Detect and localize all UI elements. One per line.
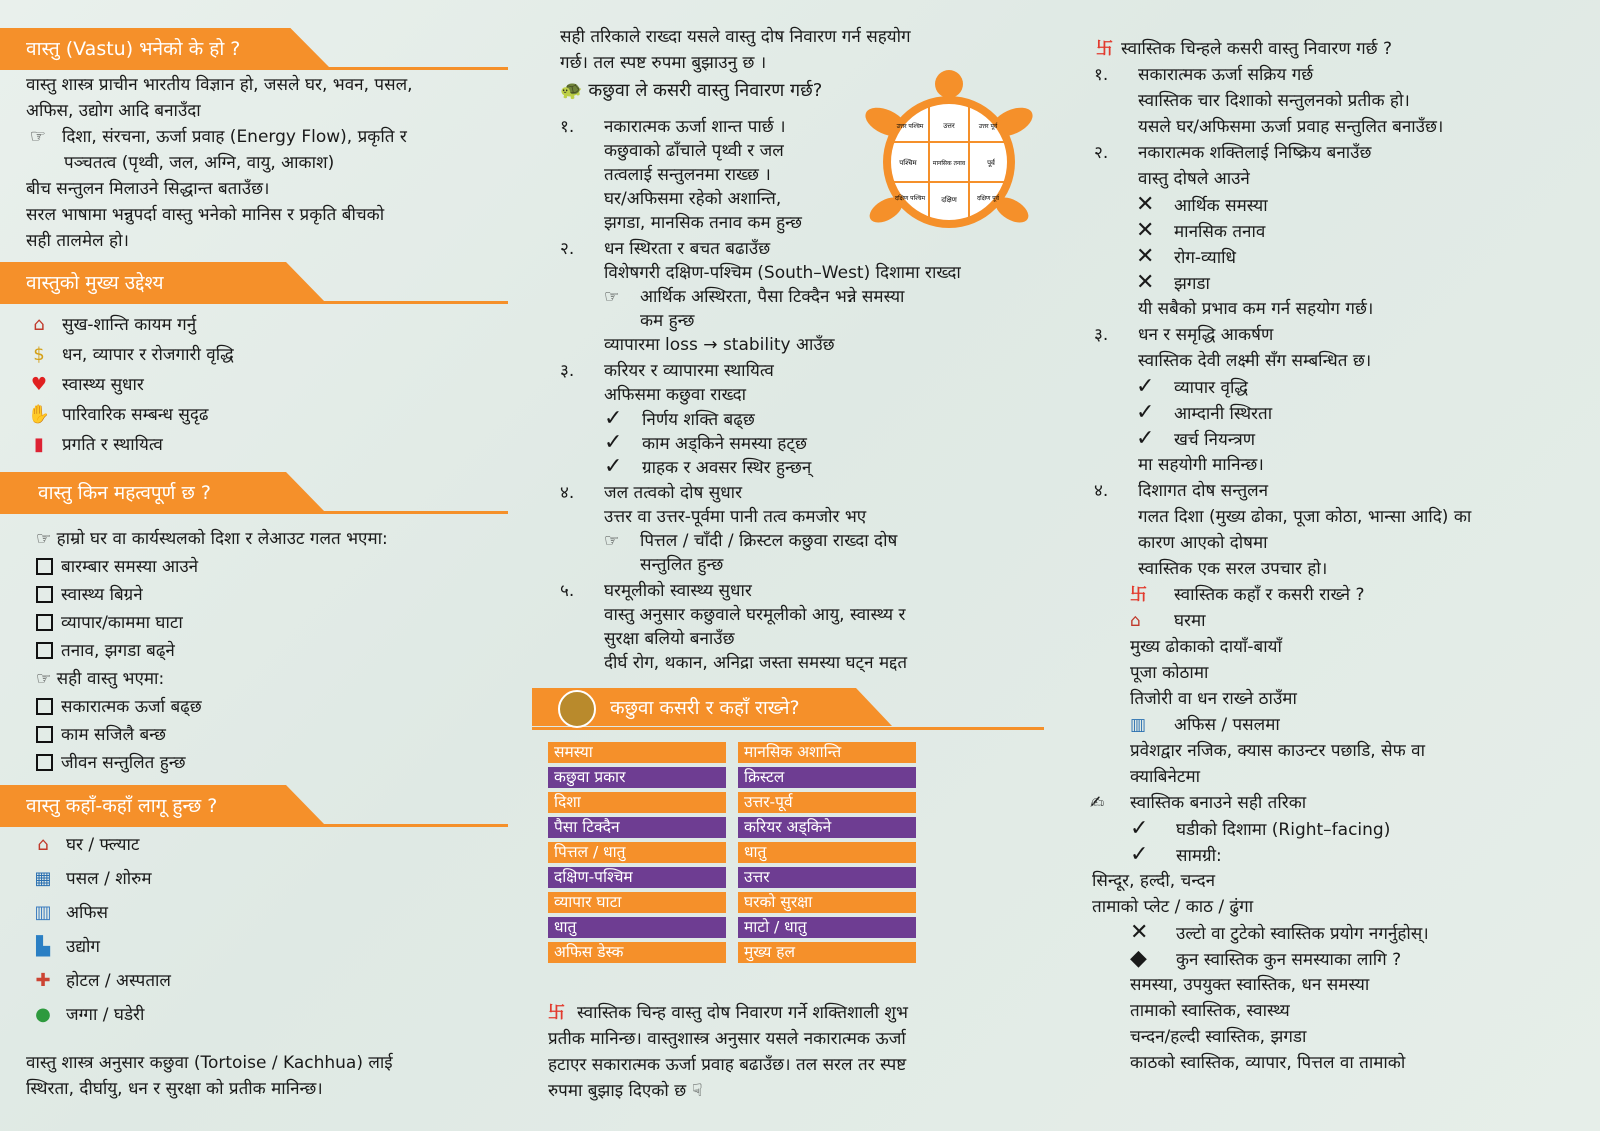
checkbox-icon	[36, 558, 53, 575]
checkbox-item: सकारात्मक ऊर्जा बढ्छ	[36, 694, 202, 720]
banner-where-to-keep	[532, 688, 1044, 730]
list-line: अफिसमा कछुवा राख्दा	[604, 385, 746, 405]
table-cell: पैसा टिक्दैन	[548, 817, 726, 838]
check-item: ✓ आम्दानी स्थिरता	[1136, 400, 1273, 425]
table-cell: घरको सुरक्षा	[738, 892, 916, 913]
checkmark-icon: ✓	[604, 406, 623, 431]
why-heading: ☞ हाम्रो घर वा कार्यस्थलको दिशा र लेआउट गलत भएमा:	[36, 529, 388, 549]
list-item: १. सकारात्मक ऊर्जा सक्रिय गर्छ	[1094, 65, 1314, 85]
table-cell: दक्षिण-पश्चिम	[548, 867, 726, 888]
turtle-cell: दक्षिण पूर्व	[976, 195, 1000, 202]
table-cell: धातु	[548, 917, 726, 938]
sub-heading: ✍ स्वास्तिक बनाउने सही तरिका	[1090, 790, 1306, 816]
para-line: बीच सन्तुलन मिलाउने सिद्धान्त बताउँछ।	[26, 179, 270, 199]
hospital-icon: ✚	[35, 970, 51, 991]
turtle-cell: उत्तर पश्चिम	[896, 123, 924, 130]
list-line: यी सबैको प्रभाव कम गर्न सहयोग गर्छ।	[1138, 299, 1374, 319]
list-line: ☞ पित्तल / चाँदी / क्रिस्टल कछुवा राख्दा दोष	[604, 528, 897, 554]
sub-heading: ⌂ घरमा	[1130, 608, 1206, 634]
list-line: सिन्दूर, हल्दी, चन्दन	[1092, 871, 1216, 891]
table-row	[548, 767, 916, 788]
heading: वास्तु (Vastu) भनेको के हो ?	[26, 38, 241, 60]
turtle-cell: दक्षिण पश्चिम	[894, 195, 926, 202]
list-item: ५. घरमूलीको स्वास्थ्य सुधार	[560, 581, 752, 601]
check-item: ✓ खर्च नियन्त्रण	[1136, 426, 1256, 451]
checkbox-icon	[36, 614, 53, 631]
pen-icon: ✍	[1090, 793, 1105, 813]
list-item: ४. जल तत्वको दोष सुधार	[560, 483, 743, 503]
cross-icon: ✕	[1136, 192, 1155, 217]
checkbox-item: जीवन सन्तुलित हुन्छ	[36, 750, 186, 776]
heading: वास्तु कहाँ-कहाँ लागू हुन्छ ?	[26, 795, 218, 817]
list-line: पूजा कोठामा	[1130, 663, 1209, 683]
why-heading: ☞ सही वास्तु भएमा:	[36, 669, 165, 689]
checkbox-icon	[36, 698, 53, 715]
check-item: ✓ काम अड्किने समस्या हट्छ	[604, 430, 807, 455]
table-cell: उत्तर-पूर्व	[738, 792, 916, 813]
turtle-cell: मानसिक तनाव	[932, 160, 966, 167]
check-item: ✓ घडीको दिशामा (Right–facing)	[1130, 816, 1391, 841]
list-item: ४. दिशागत दोष सन्तुलन	[1094, 481, 1269, 501]
table-cell: मुख्य हल	[738, 942, 916, 963]
list-line: वास्तु दोषले आउने	[1138, 169, 1250, 189]
list-line: गलत दिशा (मुख्य ढोका, पूजा कोठा, भान्सा आदि) का	[1138, 507, 1472, 527]
table-row	[548, 817, 916, 838]
list-item: ३. करियर र व्यापारमा स्थायित्व	[560, 361, 774, 381]
swastika-icon: 卐	[1096, 39, 1113, 59]
coin-icon	[558, 690, 596, 728]
table-cell: करियर अड्किने	[738, 817, 916, 838]
sub-heading: ▥ अफिस / पसलमा	[1130, 712, 1280, 738]
pointing-hand-icon: ☞	[604, 531, 620, 551]
para-line: प्रतीक मानिन्छ। वास्तुशास्त्र अनुसार यसले नकारात्मक ऊर्जा	[548, 1029, 906, 1049]
money-bag-icon: $	[33, 344, 45, 365]
pointing-hand-icon: ☞	[36, 669, 57, 689]
sub-heading: 卐 स्वास्तिक कहाँ र कसरी राख्ने ?	[1130, 582, 1364, 608]
place-item: ▙ उद्योग	[30, 934, 100, 960]
list-line: स्वास्तिक चार दिशाको सन्तुलनको प्रतीक हो।	[1138, 91, 1410, 111]
banner-where-applies	[0, 785, 508, 825]
list-line: घर/अफिसमा रहेको अशान्ति,	[604, 189, 782, 209]
shop-icon: ▦	[34, 868, 52, 889]
turtle-cell: पूर्व	[987, 159, 995, 167]
table-cell: उत्तर	[738, 867, 916, 888]
banner-vastu-goals	[0, 262, 508, 302]
office-building-icon: ▥	[34, 902, 52, 923]
turtle-cell: पश्चिम	[899, 159, 917, 167]
list-line: क्याबिनेटमा	[1130, 767, 1201, 787]
list-item: ३. धन र समृद्धि आकर्षण	[1094, 325, 1274, 345]
list-line: काठको स्वास्तिक, व्यापार, पित्तल वा तामाको	[1130, 1053, 1406, 1073]
pointing-down-hand-icon: ☟	[692, 1081, 703, 1101]
list-item: १. नकारात्मक ऊर्जा शान्त पार्छ ।	[560, 117, 786, 137]
place-item: ▦ पसल / शोरुम	[30, 866, 152, 892]
goal-item: ▮ प्रगति र स्थायित्व	[26, 432, 163, 458]
house-icon: ⌂	[33, 314, 45, 335]
diamond-item: ◆ कुन स्वास्तिक कुन समस्याका लागि ?	[1130, 946, 1402, 971]
table-cell: पित्तल / धातु	[548, 842, 726, 863]
place-item: ▥ अफिस	[30, 900, 108, 926]
table-cell: समस्या	[548, 742, 726, 763]
banner-what-is-vastu	[0, 28, 508, 68]
cross-item: ✕ मानसिक तनाव	[1136, 218, 1266, 243]
cross-item: ✕ रोग-व्याधि	[1136, 244, 1236, 269]
checkmark-icon: ✓	[604, 430, 623, 455]
goal-item: ✋ पारिवारिक सम्बन्ध सुदृढ	[26, 402, 208, 428]
para-line: ☞ दिशा, संरचना, ऊर्जा प्रवाह (Energy Flow), प्रकृति र	[26, 124, 407, 150]
table-row	[548, 867, 916, 888]
turtle-diagram	[864, 70, 1034, 240]
list-line: तिजोरी वा धन राख्ने ठाउँमा	[1130, 689, 1297, 709]
list-line: तामाको प्लेट / काठ / ढुंगा	[1092, 897, 1254, 917]
list-line: कछुवाको ढाँचाले पृथ्वी र जल	[604, 141, 784, 161]
para-line: हटाएर सकारात्मक ऊर्जा प्रवाह बढाउँछ। तल सरल तर स्पष्ट	[548, 1055, 907, 1075]
house-icon: ⌂	[37, 834, 49, 855]
cross-icon: ✕	[1136, 218, 1155, 243]
table-row	[548, 792, 916, 813]
list-line: प्रवेशद्वार नजिक, क्यास काउन्टर पछाडि, सेफ वा	[1130, 741, 1425, 761]
para-line: सरल भाषामा भन्नुपर्दा वास्तु भनेको मानिस र प्रकृति बीचको	[26, 205, 385, 225]
goal-item: $ धन, व्यापार र रोजगारी वृद्धि	[26, 342, 234, 368]
checkmark-icon: ✓	[1136, 400, 1155, 425]
list-line: यसले घर/अफिसमा ऊर्जा प्रवाह सन्तुलित बनाउँछ।	[1138, 117, 1444, 137]
list-line: उत्तर वा उत्तर-पूर्वमा पानी तत्व कमजोर भए	[604, 507, 867, 527]
list-item: २. धन स्थिरता र बचत बढाउँछ	[560, 239, 771, 259]
checkbox-item: बारम्बार समस्या आउने	[36, 554, 198, 580]
pointing-hand-icon: ☞	[604, 287, 620, 307]
table-cell: मानसिक अशान्ति	[738, 742, 916, 763]
turtle-icon: 🐢	[560, 80, 583, 101]
tortoise-table	[536, 738, 928, 967]
table-row	[548, 842, 916, 863]
para-line: वास्तु शास्त्र प्राचीन भारतीय विज्ञान हो, जसले घर, भवन, पसल,	[26, 75, 413, 95]
list-line: झगडा, मानसिक तनाव कम हुन्छ	[604, 213, 802, 233]
section-heading: 卐 स्वास्तिक चिन्हले कसरी वास्तु निवारण गर्छ ?	[1096, 39, 1392, 59]
list-line: कम हुन्छ	[640, 311, 695, 331]
check-item: ✓ निर्णय शक्ति बढ्छ	[604, 406, 755, 431]
list-line: दीर्घ रोग, थकान, अनिद्रा जस्ता समस्या घट्न मद्दत	[604, 653, 908, 673]
checkbox-icon	[36, 754, 53, 771]
handshake-icon: ✋	[27, 404, 51, 425]
checkmark-icon: ✓	[1130, 842, 1149, 867]
table-cell: व्यापार घाटा	[548, 892, 726, 913]
banner-why-important	[0, 472, 508, 512]
para-line: गर्छ। तल स्पष्ट रुपमा बुझाउनु छ ।	[560, 53, 767, 73]
list-line: मुख्य ढोकाको दायाँ-बायाँ	[1130, 637, 1282, 657]
cross-icon: ✕	[1130, 920, 1149, 945]
heading: वास्तुको मुख्य उद्देश्य	[26, 272, 164, 294]
location-pin-icon: ●	[35, 1004, 51, 1025]
checkbox-icon	[36, 642, 53, 659]
list-line: समस्या, उपयुक्त स्वास्तिक, धन समस्या	[1130, 975, 1370, 995]
tortoise-line: स्थिरता, दीर्घायु, धन र सुरक्षा को प्रतीक मानिन्छ।	[26, 1079, 323, 1099]
checkmark-icon: ✓	[1136, 374, 1155, 399]
table-row	[548, 942, 916, 963]
check-item: ✓ सामग्री:	[1130, 842, 1222, 867]
diamond-icon: ◆	[1130, 946, 1147, 971]
table-row	[548, 742, 916, 763]
checkmark-icon: ✓	[604, 454, 623, 479]
section-heading: 🐢 कछुवा ले कसरी वास्तु निवारण गर्छ?	[560, 80, 823, 101]
table-cell: धातु	[738, 842, 916, 863]
list-line: मा सहयोगी मानिन्छ।	[1138, 455, 1264, 475]
para-line: सही तरिकाले राख्दा यसले वास्तु दोष निवारण गर्न सहयोग	[560, 27, 911, 47]
check-item: ✓ व्यापार वृद्धि	[1136, 374, 1248, 399]
list-line: चन्दन/हल्दी स्वास्तिक, झगडा	[1130, 1027, 1307, 1047]
heading: वास्तु किन महत्वपूर्ण छ ?	[38, 482, 211, 504]
table-cell: दिशा	[548, 792, 726, 813]
checkbox-item: काम सजिलै बन्छ	[36, 722, 166, 748]
swastika-icon: 卐	[548, 1003, 565, 1023]
turtle-cell: उत्तर	[943, 122, 955, 130]
list-line: व्यापारमा loss → stability आउँछ	[604, 335, 835, 355]
goal-item: ⌂ सुख-शान्ति कायम गर्नु	[26, 312, 196, 338]
list-line: तत्वलाई सन्तुलनमा राख्छ ।	[604, 165, 771, 185]
checkbox-icon	[36, 726, 53, 743]
swastika-icon: 卐	[1130, 585, 1147, 605]
list-line: वास्तु अनुसार कछुवाले घरमूलीको आयु, स्वास्थ्य र	[604, 605, 906, 625]
heart-icon: ♥	[30, 374, 48, 395]
turtle-cell: उत्तर पूर्व	[978, 123, 998, 130]
list-line: तामाको स्वास्तिक, स्वास्थ्य	[1130, 1001, 1290, 1021]
pointing-hand-icon: ☞	[29, 126, 47, 147]
cross-item: ✕ आर्थिक समस्या	[1136, 192, 1268, 217]
goal-item: ♥ स्वास्थ्य सुधार	[26, 372, 144, 398]
turtle-cell: दक्षिण	[941, 196, 957, 204]
para-line: सही तालमेल हो।	[26, 231, 129, 251]
factory-icon: ▙	[36, 936, 50, 957]
checkmark-icon: ✓	[1136, 426, 1155, 451]
checkbox-icon	[36, 586, 53, 603]
cross-icon: ✕	[1136, 244, 1155, 269]
place-item: ● जग्गा / घडेरी	[30, 1002, 144, 1028]
house-icon: ⌂	[1130, 611, 1141, 631]
checkbox-item: स्वास्थ्य बिग्रने	[36, 582, 143, 608]
table-cell: क्रिस्टल	[738, 767, 916, 788]
list-line: स्वास्तिक देवी लक्ष्मी सँग सम्बन्धित छ।	[1138, 351, 1372, 371]
cross-icon: ✕	[1136, 270, 1155, 295]
place-item: ⌂ घर / फ्ल्याट	[30, 832, 139, 858]
list-line: सन्तुलित हुन्छ	[640, 555, 724, 575]
cross-item: ✕ उल्टो वा टुटेको स्वास्तिक प्रयोग नगर्नुहोस्।	[1130, 920, 1429, 945]
table-row	[548, 892, 916, 913]
pointing-hand-icon: ☞	[36, 529, 57, 549]
list-item: २. नकारात्मक शक्तिलाई निष्क्रिय बनाउँछ	[1094, 143, 1372, 163]
para-line: अफिस, उद्योग आदि बनाउँदा	[26, 101, 201, 121]
place-item: ✚ होटल / अस्पताल	[30, 968, 171, 994]
check-item: ✓ ग्राहक र अवसर स्थिर हुन्छन्	[604, 454, 812, 479]
list-line: ☞ आर्थिक अस्थिरता, पैसा टिक्दैन भन्ने समस्या	[604, 284, 904, 310]
cross-item: ✕ झगडा	[1136, 270, 1210, 295]
table-cell: अफिस डेस्क	[548, 942, 726, 963]
office-building-icon: ▥	[1130, 715, 1147, 735]
list-line: सुरक्षा बलियो बनाउँछ	[604, 629, 735, 649]
tortoise-line: वास्तु शास्त्र अनुसार कछुवा (Tortoise / Kachhua) लाई	[26, 1053, 393, 1073]
checkmark-icon: ✓	[1130, 816, 1149, 841]
list-line: विशेषगरी दक्षिण-पश्चिम (South–West) दिशामा राख्दा	[604, 263, 961, 283]
para-line: रुपमा बुझाइ दिएको छ ☟	[548, 1081, 703, 1101]
para-line: पञ्चतत्व (पृथ्वी, जल, अग्नि, वायु, आकाश)	[64, 153, 335, 173]
heading: कछुवा कसरी र कहाँ राख्ने?	[610, 697, 800, 719]
table-cell: कछुवा प्रकार	[548, 767, 726, 788]
bar-chart-icon: ▮	[34, 434, 44, 455]
list-line: स्वास्तिक एक सरल उपचार हो।	[1138, 559, 1328, 579]
checkbox-item: व्यापार/काममा घाटा	[36, 610, 183, 636]
checkbox-item: तनाव, झगडा बढ्ने	[36, 638, 175, 664]
table-row	[548, 917, 916, 938]
list-line: कारण आएको दोषमा	[1138, 533, 1268, 553]
para-line: 卐 स्वास्तिक चिन्ह वास्तु दोष निवारण गर्ने शक्तिशाली शुभ	[548, 1003, 908, 1023]
table-cell: माटो / धातु	[738, 917, 916, 938]
